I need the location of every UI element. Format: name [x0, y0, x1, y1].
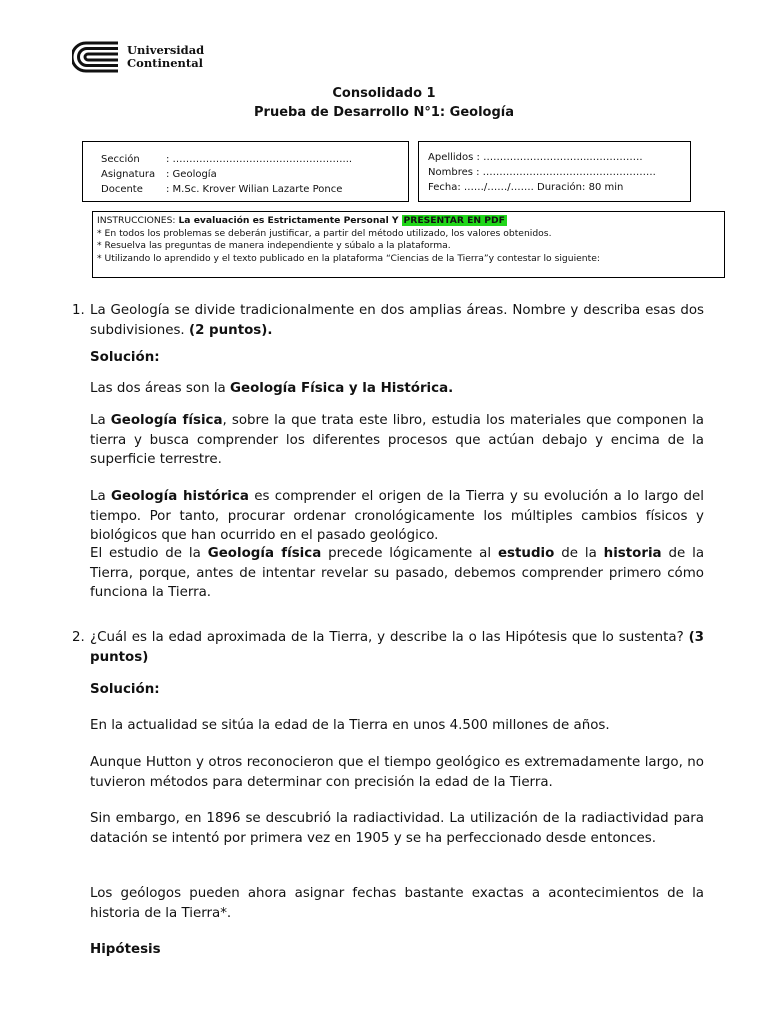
q1-a4-t1: El estudio de la: [90, 546, 201, 561]
seccion-label: Sección: [101, 154, 140, 165]
q1-answer-3: [90, 487, 704, 546]
q1-a1-bold: Geología Física y la Histórica.: [230, 381, 454, 396]
q2-answer-1: En la actualidad se sitúa la edad de la Tierra en unos 4.500 millones de años.: [90, 718, 610, 733]
q2-solution-label: Solución:: [90, 682, 160, 697]
duracion-value: 80 min: [588, 182, 624, 193]
student-info-box: [418, 141, 691, 202]
university-name: [127, 44, 204, 70]
instructions-box: [92, 211, 725, 278]
fecha-field[interactable]: ……/……/…….: [463, 182, 534, 193]
document-title: Consolidado 1: [332, 86, 436, 101]
course-info-box: [82, 141, 409, 202]
instructions-line-4: * Utilizando lo aprendido y el texto publicado en la plataforma “Ciencias de la Tierra”y contestar lo siguiente:: [97, 252, 600, 264]
q1-points: (2 puntos).: [188, 322, 273, 338]
q1-a2-bold: Geología física: [110, 413, 223, 428]
logo-line-1: Universidad: [127, 43, 205, 57]
q1-answer-1: [90, 379, 704, 399]
nombres-field[interactable]: Nombres : …………………………………………….: [428, 167, 656, 178]
instructions-line-3: * Resuelva las preguntas de manera independiente y súbalo a la plataforma.: [97, 240, 451, 252]
document-subtitle: Prueba de Desarrollo N°1: Geología: [254, 105, 514, 120]
q2-text: ¿Cuál es la edad aproximada de la Tierra, y describe la o las Hipótesis que lo sustenta?: [90, 630, 684, 645]
q2-points: (3 puntos): [90, 630, 704, 665]
q1-a4-b3: historia: [603, 546, 662, 561]
instructions-line-2: * En todos los problemas se deberán justificar, a partir del método utilizado, los valores obtenidos.: [97, 227, 552, 239]
university-logo-icon: [72, 40, 120, 74]
q1-solution-label: Solución:: [90, 350, 160, 365]
instructions-line-1: [97, 215, 724, 228]
q1-a4-t3: de la: [561, 546, 597, 561]
asignatura-row: [101, 167, 408, 182]
docente-value: : M.Sc. Krover Wilian Lazarte Ponce: [166, 184, 343, 195]
q1-a3-bold: Geología histórica: [111, 489, 249, 504]
q1-a3-post: es comprender el origen de la Tierra y su evolución a lo largo del tiempo. Por tanto, procurar ordenar cronológicamente los múltiples cambios físicos y biológicos que han ocurrido en el pasado geológico.: [90, 489, 705, 543]
instructions-prefix: INSTRUCCIONES:: [97, 215, 176, 226]
hipotesis-heading: Hipótesis: [90, 942, 161, 957]
university-logo: [72, 40, 204, 74]
q1-a2-pre: La: [90, 413, 106, 428]
fecha-label: Fecha:: [428, 182, 461, 193]
docente-label: Docente: [101, 184, 143, 195]
seccion-value: : ……………………………………………...: [166, 154, 353, 165]
q2-number: 2.: [72, 630, 85, 645]
asignatura-label: Asignatura: [101, 169, 156, 180]
q1-a4-t2: precede lógicamente al: [328, 546, 492, 561]
fecha-row: [428, 180, 690, 195]
q2-answer-3: Sin embargo, en 1896 se descubrió la radiactividad. La utilización de la radiactividad para datación se intentó por primera vez en 1905 y se ha perfeccionado desde entonces.: [90, 811, 704, 846]
q1-a1-text: Las dos áreas son la: [90, 381, 226, 396]
q2-answer-2: Aunque Hutton y otros reconocieron que el tiempo geológico es extremadamente largo, no tuvieron métodos para determinar con precisión la edad de la Tierra.: [90, 755, 704, 790]
q1-a3-pre: La: [90, 489, 106, 504]
asignatura-value: : Geología: [166, 169, 217, 180]
document-titles: [0, 84, 768, 122]
q2-question: [90, 628, 704, 667]
instructions-bold: La evaluación es Estrictamente Personal Y: [178, 215, 399, 226]
docente-row: [101, 182, 408, 197]
apellidos-field[interactable]: Apellidos : …………………………..…………….: [428, 152, 643, 163]
logo-line-2: Continental: [127, 56, 204, 70]
q2-answer-4: Los geólogos pueden ahora asignar fechas bastante exactas a acontecimientos de la historia de la Tierra*.: [90, 886, 704, 921]
q1-a4-b2: estudio: [497, 546, 555, 561]
q1-a2-post: , sobre la que trata este libro, estudia los materiales que componen la tierra y busca comprender los diferentes procesos que actúan debajo y encima de la superficie terrestre.: [90, 413, 704, 467]
seccion-row: [101, 152, 408, 167]
q1-answer-4: [90, 544, 704, 603]
q1-text: La Geología se divide tradicionalmente en dos amplias áreas. Nombre y describa esas dos subdivisiones.: [90, 303, 704, 338]
duracion-label: Duración:: [537, 182, 586, 193]
pdf-highlight: PRESENTAR EN PDF: [403, 215, 505, 226]
q1-question: [90, 301, 704, 340]
q1-a4-b1: Geología física: [207, 546, 322, 561]
q1-number: 1.: [72, 303, 85, 318]
q1-a4-t4: de la Tierra, porque, antes de intentar revelar su pasado, debemos comprender primero cómo funciona la Tierra.: [90, 546, 705, 600]
q1-answer-2: [90, 411, 704, 470]
